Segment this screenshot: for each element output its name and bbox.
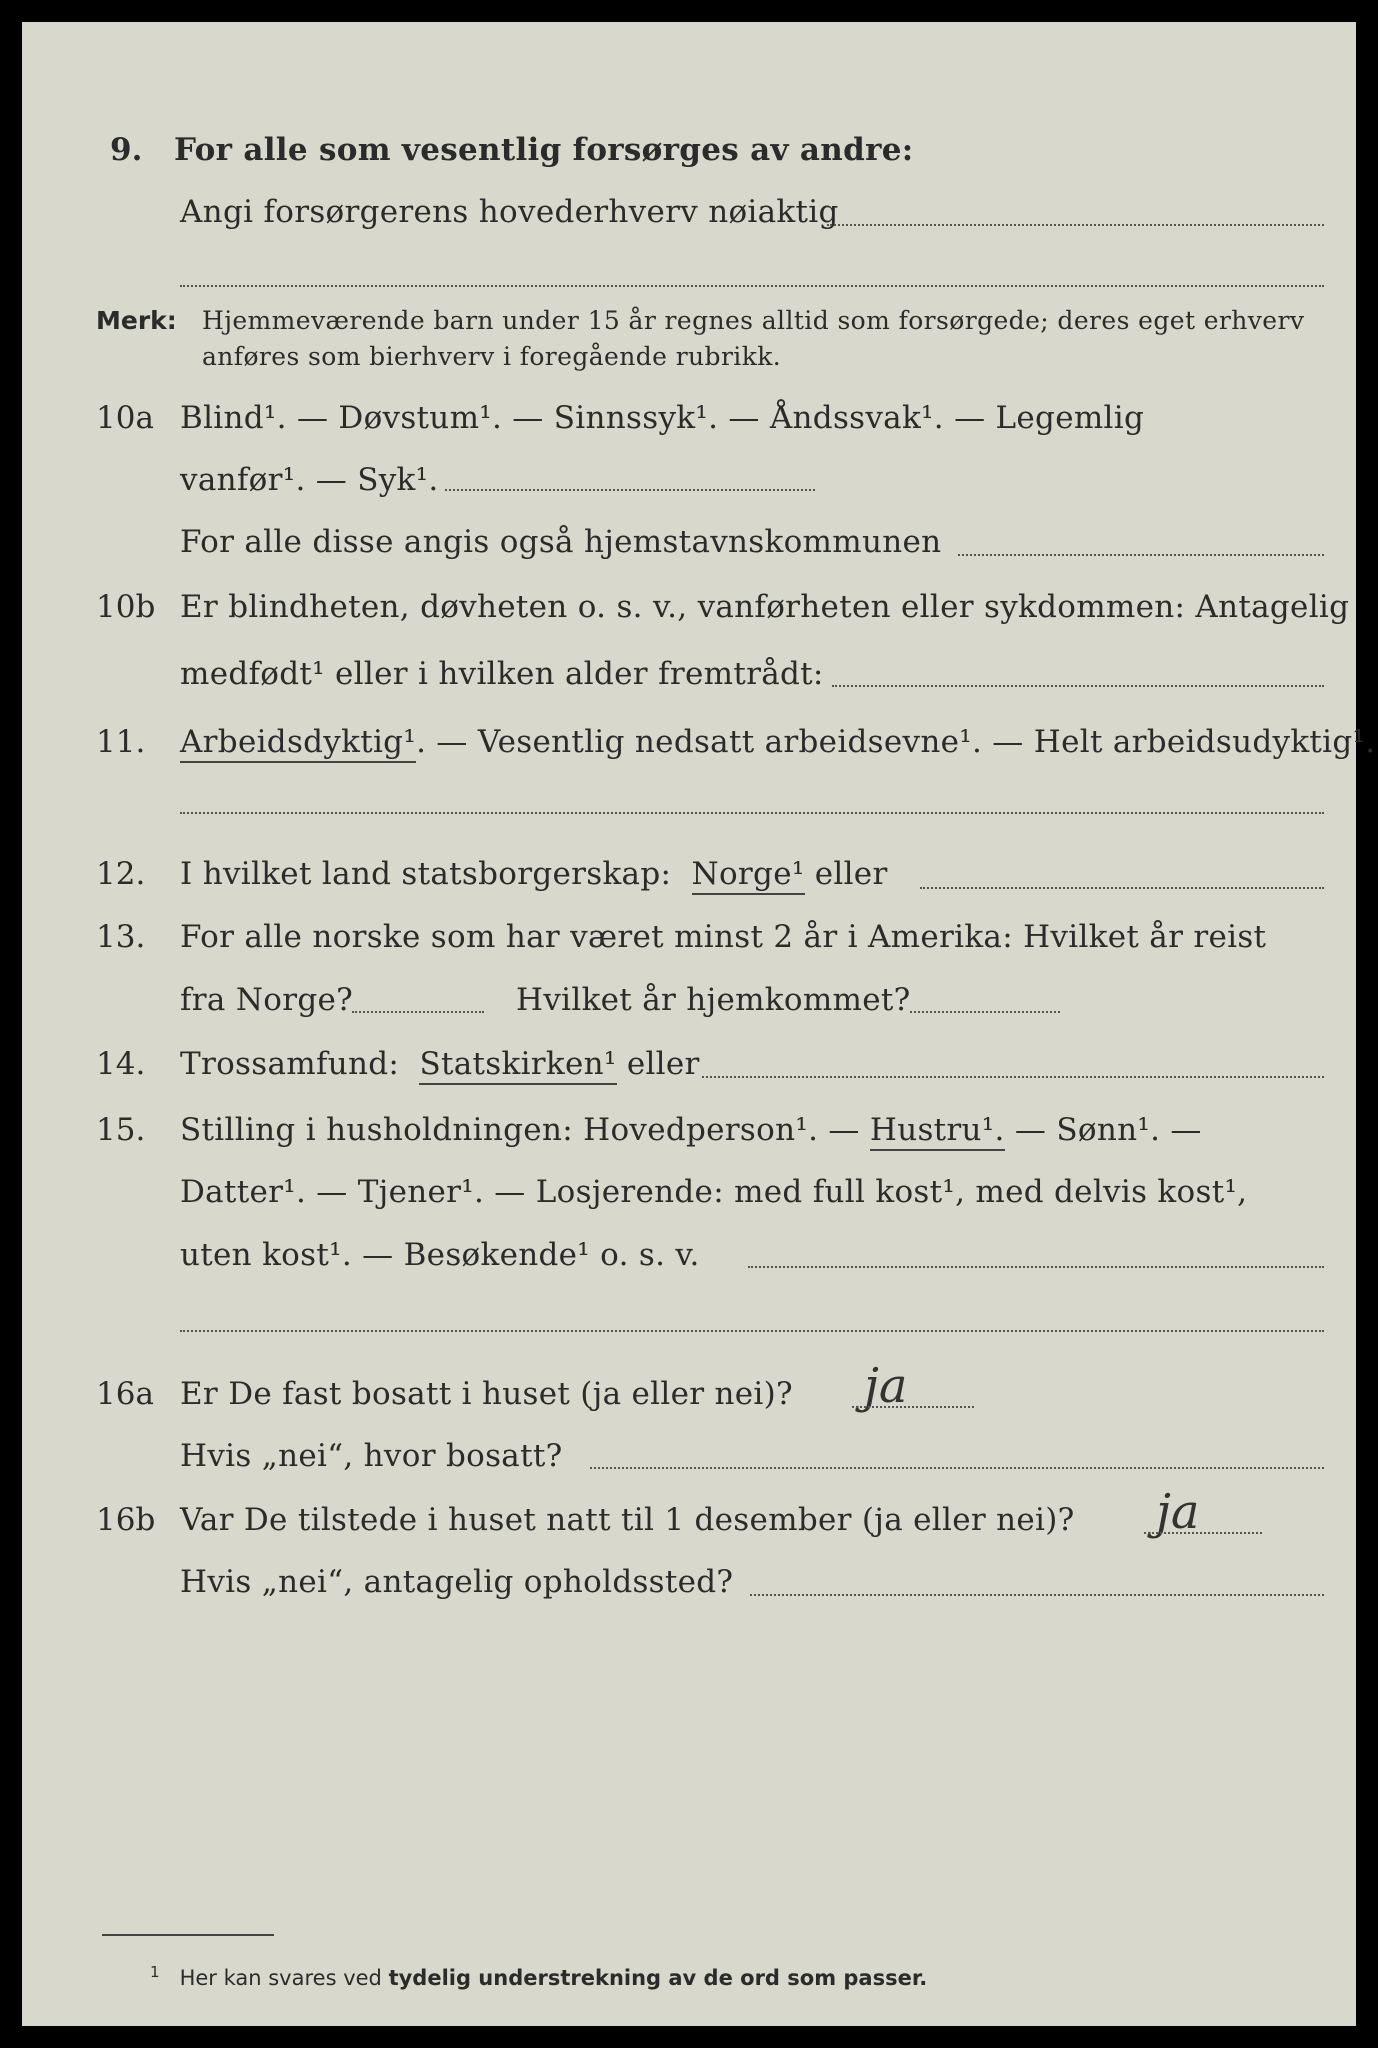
- q11-line: [180, 722, 1375, 762]
- footnote-rule: [102, 1934, 274, 1936]
- footnote-mark: 1: [150, 1963, 160, 1981]
- q14-option-underlined: Statskirken¹: [419, 1046, 616, 1085]
- q16b-dotted-line: [750, 1594, 1324, 1596]
- q10a-line3: For alle disse angis også hjemstavnskommunen: [180, 524, 942, 560]
- q14-post: eller: [626, 1046, 700, 1082]
- q13-year-left-dotted-line: [352, 1011, 484, 1013]
- q13-year-returned-dotted-line: [910, 1011, 1060, 1013]
- q12-post: eller: [814, 856, 888, 892]
- q9-extra-dotted-line: [180, 285, 1324, 287]
- q11-dotted-line: [180, 812, 1324, 814]
- q16b-handwritten-answer: ja: [1156, 1484, 1200, 1540]
- q11-option-underlined: Arbeidsdyktig¹: [180, 724, 416, 763]
- q16b-answer-dotted-line: [1144, 1532, 1262, 1534]
- q15-line2: Datter¹. — Tjener¹. — Losjerende: med full kost¹, med delvis kost¹,: [180, 1174, 1248, 1210]
- merk-label: Merk:: [96, 306, 177, 335]
- q15-number: 15.: [96, 1112, 146, 1148]
- q16b-number: 16b: [96, 1502, 156, 1538]
- footnote-bold-text: tydelig understrekning av de ord som passer.: [388, 1966, 928, 1990]
- q13-line1: For alle norske som har været minst 2 år i Amerika: Hvilket år reist: [180, 919, 1267, 955]
- q14-number: 14.: [96, 1046, 146, 1082]
- q9-line1: For alle som vesentlig forsørges av andre:: [174, 132, 914, 168]
- q16a-line1: Er De fast bosatt i huset (ja eller nei)?: [180, 1376, 793, 1412]
- q16b-line2: Hvis „nei“, antagelig opholdssted?: [180, 1564, 734, 1600]
- q15-dotted-line: [748, 1266, 1324, 1268]
- q15-extra-dotted-line: [180, 1330, 1324, 1332]
- q15-line1-start: Stilling i husholdningen: Hovedperson¹. —: [180, 1112, 860, 1148]
- footnote: [150, 1958, 927, 1992]
- footnote-text: Her kan svares ved: [179, 1966, 382, 1990]
- q16a-answer-dotted-line: [852, 1406, 974, 1408]
- q11-number: 11.: [96, 724, 146, 760]
- q16a-dotted-line: [590, 1467, 1324, 1469]
- q11-rest: . — Vesentlig nedsatt arbeidsevne¹. — Helt arbeidsudyktig¹.: [416, 724, 1376, 760]
- q10a-line2-dotted-line: [445, 489, 815, 491]
- q15-line3: uten kost¹. — Besøkende¹ o. s. v.: [180, 1237, 700, 1273]
- q12-dotted-line: [920, 887, 1324, 889]
- q13-number: 13.: [96, 919, 146, 955]
- q10a-number: 10a: [96, 400, 154, 436]
- q13-line2b: Hvilket år hjemkommet?: [516, 982, 911, 1018]
- q10b-line1: Er blindheten, døvheten o. s. v., vanførheten eller sykdommen: Antagelig: [180, 589, 1350, 625]
- q16a-handwritten-answer: ja: [864, 1358, 908, 1414]
- q12-option-underlined: Norge¹: [692, 856, 805, 895]
- q10a-line2: vanfør¹. — Syk¹.: [180, 462, 439, 498]
- q12-line: [180, 854, 888, 894]
- q10a-line1: Blind¹. — Døvstum¹. — Sinnssyk¹. — Åndssvak¹. — Legemlig: [180, 400, 1145, 436]
- q14-dotted-line: [702, 1076, 1324, 1078]
- census-form-page: [22, 22, 1376, 2026]
- q12-pre: I hvilket land statsborgerskap:: [180, 856, 672, 892]
- merk-line1: Hjemmeværende barn under 15 år regnes alltid som forsørgede; deres eget erhverv: [202, 306, 1305, 335]
- q16a-line2: Hvis „nei“, hvor bosatt?: [180, 1438, 563, 1474]
- q14-pre: Trossamfund:: [180, 1046, 400, 1082]
- q10a-line3-dotted-line: [958, 554, 1324, 556]
- q16a-number: 16a: [96, 1376, 154, 1412]
- q10b-number: 10b: [96, 589, 156, 625]
- q15-option-underlined: Hustru¹.: [870, 1112, 1005, 1151]
- q10b-dotted-line: [832, 685, 1324, 687]
- q13-line2a: fra Norge?: [180, 982, 354, 1018]
- merk-line2: anføres som bierhverv i foregående rubrikk.: [202, 342, 782, 371]
- q9-number: 9.: [110, 132, 143, 168]
- q9-line2: Angi forsørgerens hovederhverv nøiaktig: [180, 194, 839, 230]
- q15-line1-end: — Sønn¹. —: [1014, 1112, 1202, 1148]
- q14-line: [180, 1044, 700, 1084]
- q15-line1: [180, 1110, 1202, 1150]
- q9-answer-dotted-line: [827, 224, 1324, 226]
- q10b-line2: medfødt¹ eller i hvilken alder fremtrådt:: [180, 656, 824, 692]
- q12-number: 12.: [96, 856, 146, 892]
- q16b-line1: Var De tilstede i huset natt til 1 desember (ja eller nei)?: [180, 1502, 1075, 1538]
